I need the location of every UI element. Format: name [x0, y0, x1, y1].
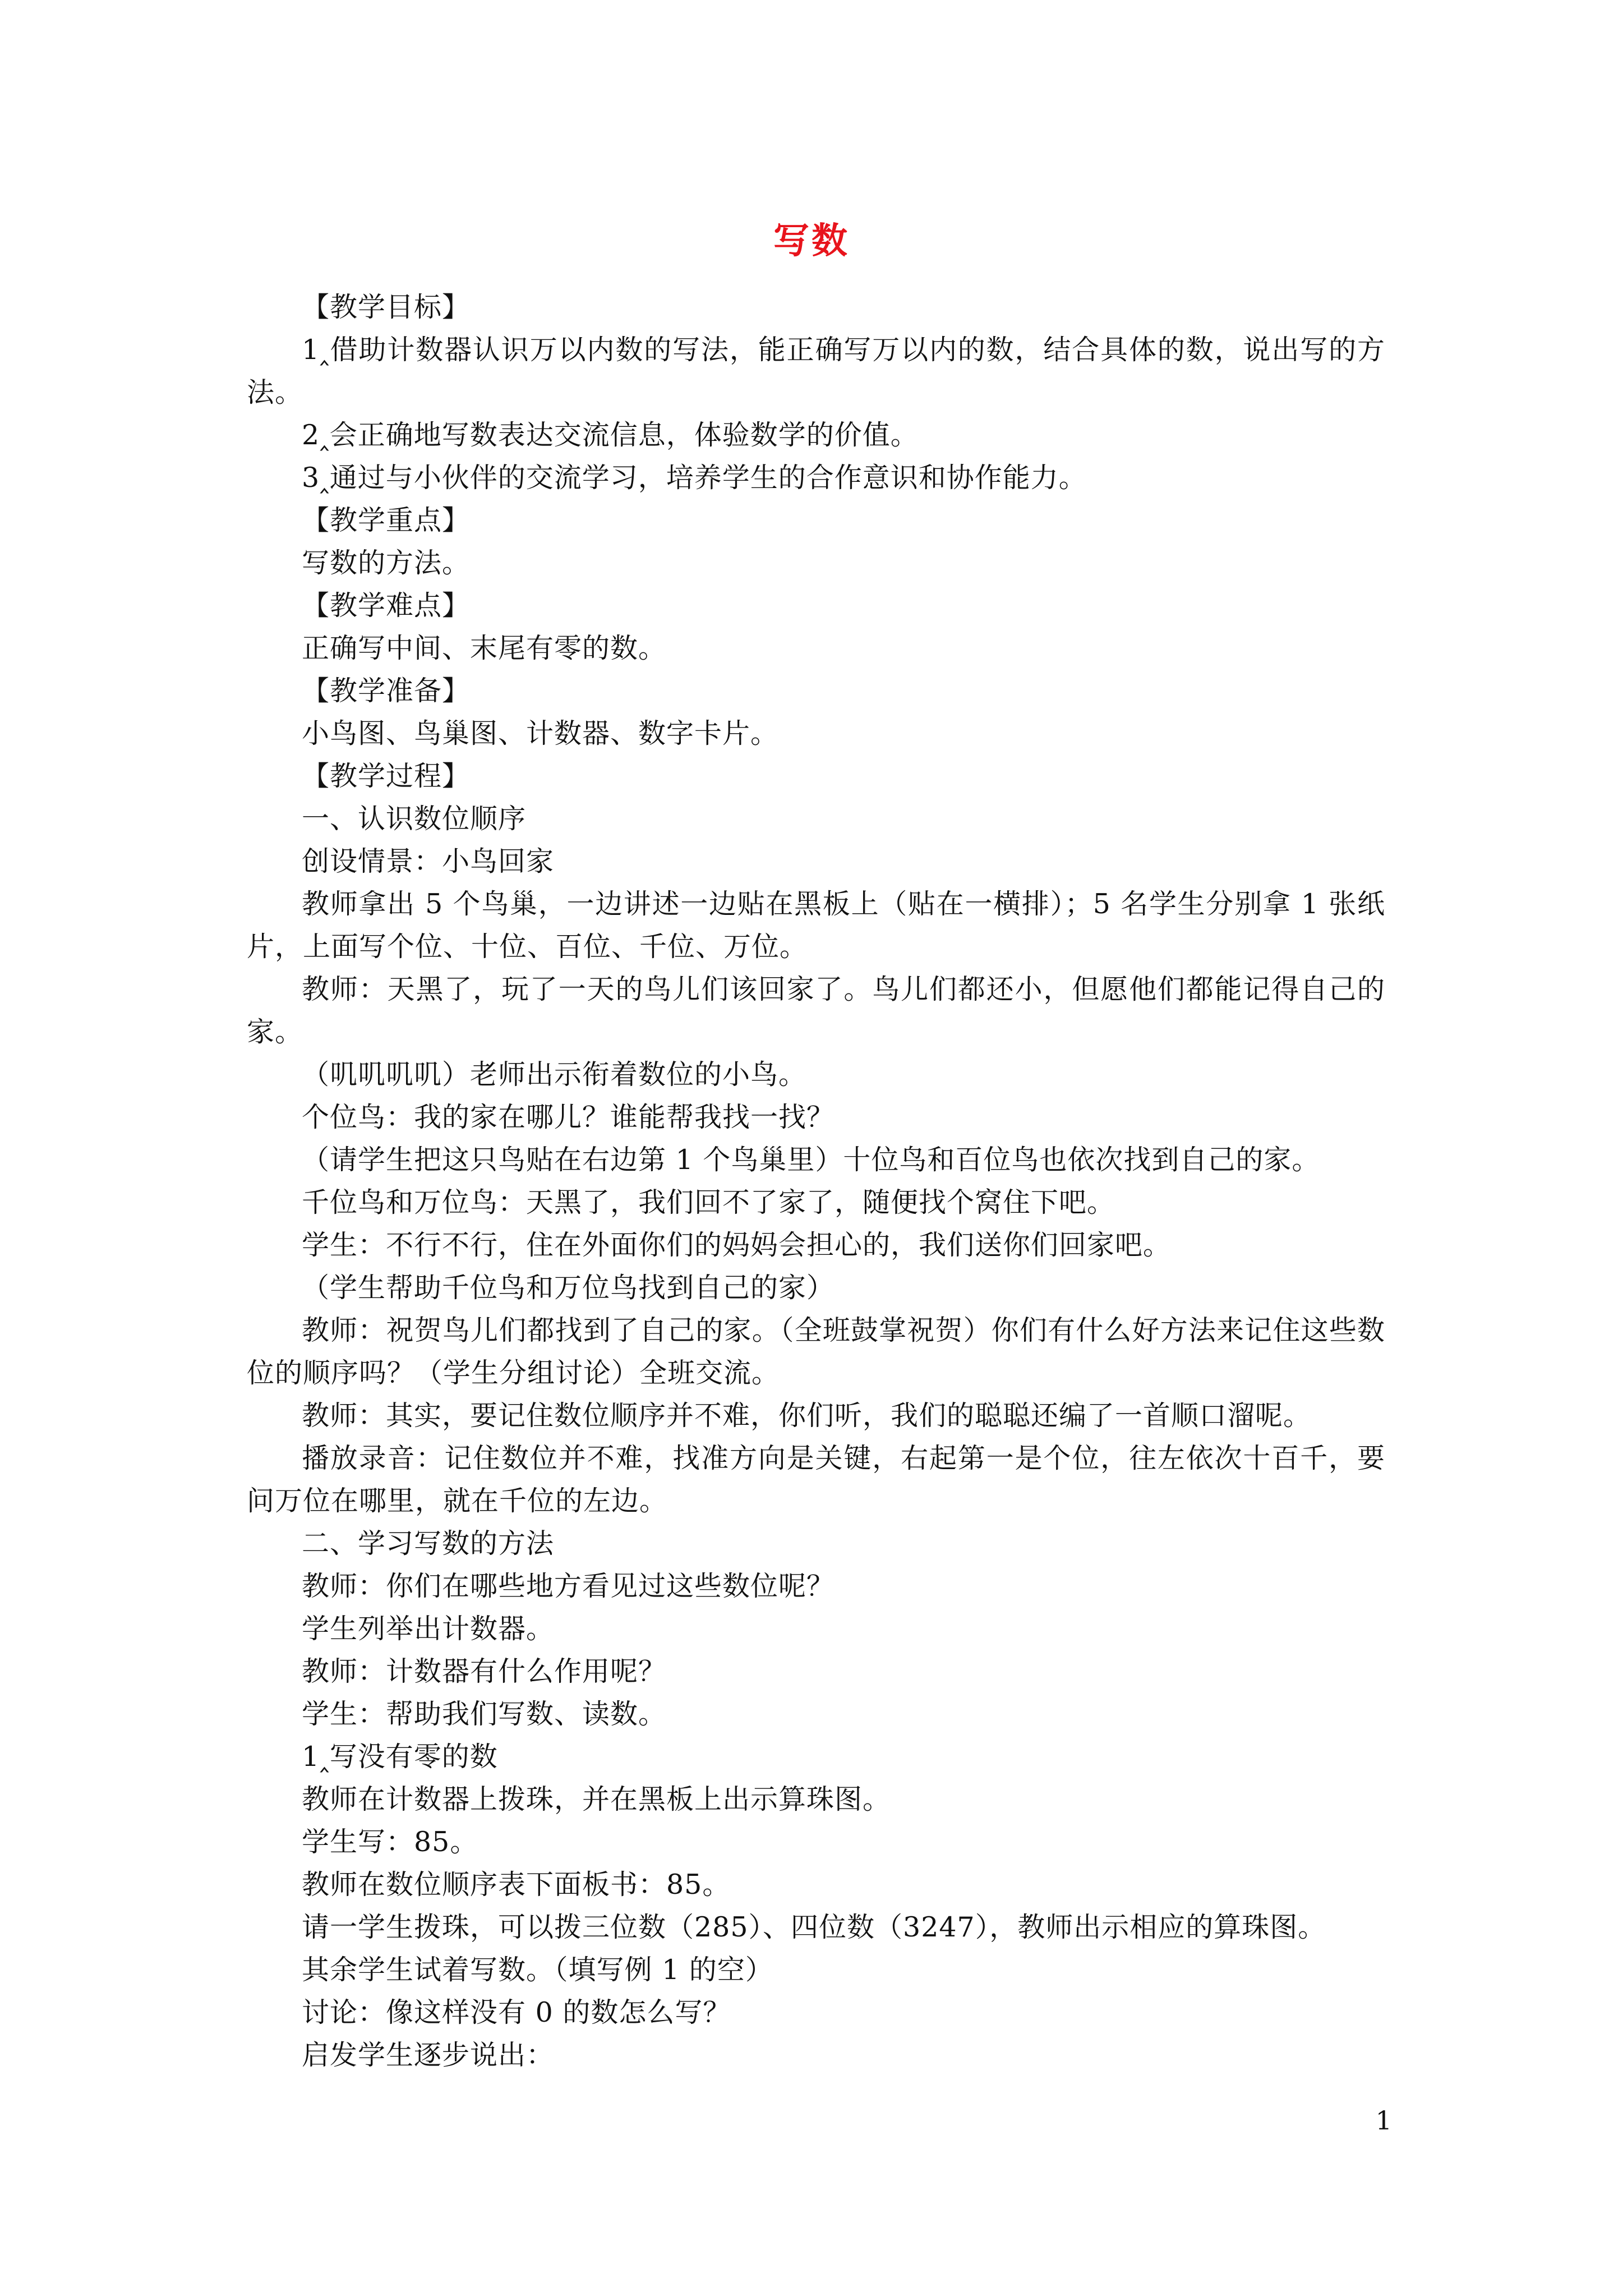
paragraph: 【教学准备】: [302, 675, 471, 707]
paragraph: 播放录音：记住数位并不难，找准方向是关键，右起第一是个位，往左依次十百千，要问万位在哪里，就在千位的左边。: [247, 1442, 1385, 1517]
paragraph: 教师：其实，要记住数位顺序并不难，你们听，我们的聪聪还编了一首顺口溜呢。: [302, 1400, 1312, 1432]
paragraph: （请学生把这只鸟贴在右边第 1 个鸟巢里）十位鸟和百位鸟也依次找到自己的家。: [302, 1144, 1320, 1176]
paragraph: 一、认识数位顺序: [302, 803, 527, 835]
paragraph: 千位鸟和万位鸟：天黑了，我们回不了家了，随便找个窝住下吧。: [302, 1186, 1115, 1218]
paragraph: 2‸会正确地写数表达交流信息，体验数学的价值。: [302, 419, 919, 451]
paragraph: 学生：帮助我们写数、读数。: [302, 1698, 667, 1730]
paragraph: 学生写：85。: [302, 1826, 478, 1858]
paragraph: 学生列举出计数器。: [302, 1613, 555, 1645]
paragraph: 【教学目标】: [302, 291, 471, 323]
page-number: 1: [1375, 2105, 1392, 2136]
paragraph: 教师在数位顺序表下面板书：85。: [302, 1869, 731, 1901]
paragraph: 【教学过程】: [302, 760, 471, 792]
paragraph: 【教学重点】: [302, 504, 471, 536]
paragraph: 请一学生拨珠，可以拨三位数（285）、四位数（3247），教师出示相应的算珠图。: [302, 1911, 1326, 1943]
paragraph: 1‸写没有零的数: [302, 1741, 498, 1773]
paragraph: 教师：祝贺鸟儿们都找到了自己的家。（全班鼓掌祝贺）你们有什么好方法来记住这些数位的顺序吗？（学生分组讨论）全班交流。: [247, 1314, 1385, 1389]
paragraph: 教师：天黑了，玩了一天的鸟儿们该回家了。鸟儿们都还小，但愿他们都能记得自己的家。: [247, 973, 1385, 1048]
paragraph: 1‸借助计数器认识万以内数的写法，能正确写万以内的数，结合具体的数，说出写的方法。: [247, 334, 1385, 408]
paragraph: 讨论：像这样没有 0 的数怎么写？: [302, 1996, 731, 2028]
paragraph: 二、学习写数的方法: [302, 1527, 555, 1559]
paragraph: 3‸通过与小伙伴的交流学习，培养学生的合作意识和协作能力。: [302, 462, 1087, 494]
paragraph: 创设情景：小鸟回家: [302, 845, 555, 877]
paragraph: 教师：你们在哪些地方看见过这些数位呢？: [302, 1570, 835, 1602]
paragraph: （叽叽叽叽）老师出示衔着数位的小鸟。: [302, 1059, 807, 1091]
paragraph: 小鸟图、鸟巢图、计数器、数字卡片。: [302, 717, 779, 749]
document-body: [247, 286, 1385, 2077]
paragraph: 写数的方法。: [302, 547, 471, 579]
paragraph: 正确写中间、末尾有零的数。: [302, 632, 667, 664]
page-title: 写数: [773, 220, 850, 262]
paragraph: 教师拿出 5 个鸟巢，一边讲述一边贴在黑板上（贴在一横排）；5 名学生分别拿 1 张纸片，上面写个位、十位、百位、千位、万位。: [247, 888, 1385, 963]
paragraph: 学生：不行不行，住在外面你们的妈妈会担心的，我们送你们回家吧。: [302, 1229, 1172, 1261]
paragraph: 【教学难点】: [302, 590, 471, 622]
paragraph: 其余学生试着写数。（填写例 1 的空）: [302, 1954, 773, 1986]
paragraph: 教师在计数器上拨珠，并在黑板上出示算珠图。: [302, 1783, 891, 1815]
paragraph: 教师：计数器有什么作用呢？: [302, 1655, 667, 1687]
paragraph: 个位鸟：我的家在哪儿？谁能帮我找一找？: [302, 1101, 835, 1133]
paragraph: 启发学生逐步说出：: [302, 2039, 555, 2071]
paragraph: （学生帮助千位鸟和万位鸟找到自己的家）: [302, 1272, 835, 1304]
